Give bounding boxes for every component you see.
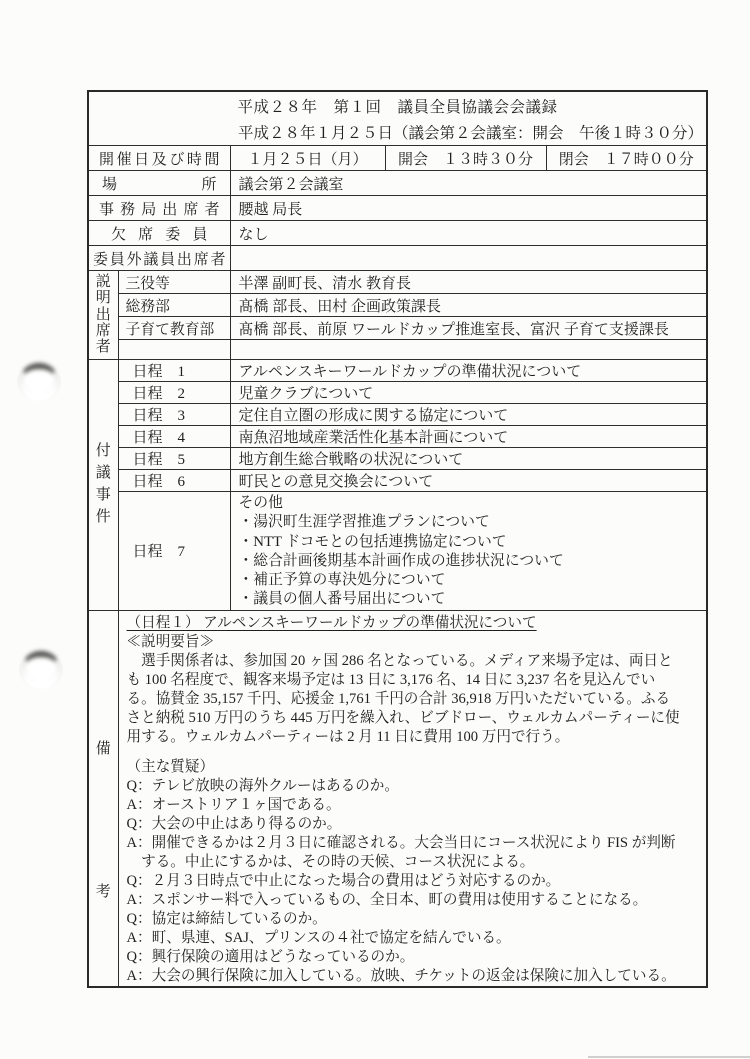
notes-summary-label: ≪説明要旨≫ <box>126 633 215 650</box>
agenda-other-line: ・湯沢町生涯学習推進プランについて <box>238 514 490 531</box>
agenda-other-line: その他 <box>238 495 283 511</box>
notes-content <box>118 610 707 987</box>
explainer-group-label <box>118 340 230 360</box>
agenda-item-no: 日程 5 <box>118 448 230 470</box>
notes-qa-line: A：スポンサー料で入っているもの、全日本、町の費用は使用することになる。 <box>126 891 648 908</box>
absent-members-value: なし <box>230 221 707 246</box>
agenda-item-no: 日程 6 <box>118 470 230 492</box>
agenda-item-title: アルペンスキーワールドカップの準備状況について <box>230 360 707 382</box>
vlabel-char: 備 <box>95 741 111 758</box>
vlabel-char: 明 <box>95 290 111 307</box>
notes-qa-line: Q：大会の中止はあり得るのか。 <box>126 815 342 832</box>
notes-qa-line: A：開催できるかは２月３日に確認される。大会当日にコース状況により FIS が判断 <box>126 834 676 851</box>
explainer-names: 髙橋 部長、前原 ワールドカップ推進室長、富沢 子育て支援課長 <box>230 317 707 340</box>
notes-qa-line: A：オーストリア１ヶ国である。 <box>126 796 341 813</box>
blank-line <box>127 747 703 758</box>
notes-qa-line: Q：テレビ放映の海外クルーはあるのか。 <box>126 777 399 794</box>
document-subtitle: 平成２８年１月２５日（議会第２会議室：開会 午後１時３０分） <box>238 125 704 142</box>
agenda-item-title: 定住自立圏の形成に関する協定について <box>230 404 707 426</box>
scan-edge-artifact <box>588 1056 750 1058</box>
vlabel-char: 説 <box>95 274 111 290</box>
absent-members-label: 欠席委員 <box>88 221 230 246</box>
vlabel-char: 出 <box>95 306 111 323</box>
secretariat-value: 腰越 局長 <box>230 196 707 221</box>
nonmember-attendees-label: 委員外議員出席者 <box>88 246 230 271</box>
vlabel-char: 付 <box>95 443 111 460</box>
punch-hole-bottom <box>19 648 63 690</box>
document-title-cell <box>88 91 707 146</box>
explainer-group-label: 総務部 <box>118 294 230 317</box>
notes-summary-line: 用する。ウェルカムパーティーは 2 月 11 日に費用 100 万円で行う。 <box>126 728 570 745</box>
vlabel-char: 件 <box>95 509 111 526</box>
agenda-item-no: 日程 2 <box>118 382 230 404</box>
agenda-item-title: 南魚沼地域産業活性化基本計画について <box>230 426 707 448</box>
nonmember-attendees-value <box>230 246 707 271</box>
agenda-other-line: ・NTT ドコモとの包括連携協定について <box>238 533 507 550</box>
notes-qa-line: する。中止にするかは、その時の天候、コース状況による。 <box>126 853 535 870</box>
agenda-other-line: ・総合計画後期基本計画作成の進捗状況について <box>238 552 564 569</box>
place-label: 場所 <box>88 171 230 196</box>
agenda-item-no: 日程 4 <box>118 426 230 448</box>
notes-topic-heading: （日程１） アルペンスキーワールドカップの準備状況について <box>126 614 537 631</box>
agenda-item-other-list <box>230 492 707 611</box>
notes-qa-line: Q：興行保険の適用はどうなっているのか。 <box>126 948 415 965</box>
agenda-item-no: 日程 7 <box>118 492 230 611</box>
vlabel-char: 考 <box>95 884 111 901</box>
notes-qa-line: A：町、県連、SAJ、プリンスの４社で協定を結んでいる。 <box>126 929 511 946</box>
explainer-names <box>230 340 707 360</box>
explainer-names: 髙橋 部長、田村 企画政策課長 <box>230 294 707 317</box>
vlabel-char: 席 <box>95 322 111 339</box>
meeting-close-time: 閉会 １７時００分 <box>546 146 707 171</box>
notes-qa-line: Q：協定は締結しているのか。 <box>126 910 327 927</box>
notes-summary-line: さと納税 510 万円のうち 445 万円を繰入れ、ビブドロー、ウェルカムパーティーに使 <box>126 709 680 726</box>
explainers-section-label <box>88 271 118 360</box>
meeting-datetime-label: 開催日及び時間 <box>88 146 230 171</box>
notes-summary-line: る。協賛金 35,157 千円、応援金 1,761 千円の合計 36,918 万円いただいている。ふる <box>126 690 671 707</box>
agenda-item-no: 日程 1 <box>118 360 230 382</box>
agenda-section-label <box>88 360 118 611</box>
agenda-item-title: 児童クラブについて <box>230 382 707 404</box>
notes-qa-line: Q：２月３日時点で中止になった場合の費用はどう対応するのか。 <box>126 872 561 889</box>
document-title: 平成２８年 第１回 議員全員協議会会議録 <box>237 99 558 116</box>
agenda-item-title: 地方創生総合戦略の状況について <box>230 448 707 470</box>
agenda-item-title: 町民との意見交換会について <box>230 470 707 492</box>
minutes-table <box>87 90 708 988</box>
explainer-names: 半澤 副町長、清水 教育長 <box>230 271 707 294</box>
meeting-open-time: 開会 １３時３０分 <box>385 146 546 171</box>
notes-summary-line: 選手関係者は、参加国 20 ヶ国 286 名となっている。メディア来場予定は、両日と <box>126 652 673 669</box>
explainer-group-label: 子育て教育部 <box>118 317 230 340</box>
notes-summary-line: も 100 名程度で、観客来場予定は 13 日に 3,176 名、14 日に 3,237 名を見込んでい <box>126 671 656 688</box>
explainer-group-label: 三役等 <box>118 271 230 294</box>
meeting-date-value: １月２５日（月） <box>230 146 385 171</box>
vlabel-char: 者 <box>95 339 111 355</box>
punch-hole-top <box>17 360 61 402</box>
place-value: 議会第２会議室 <box>230 171 707 196</box>
vlabel-char: 事 <box>95 487 111 504</box>
agenda-other-line: ・補正予算の専決処分について <box>238 572 446 589</box>
vlabel-char: 議 <box>95 465 111 482</box>
agenda-other-line: ・議員の個人番号届出について <box>238 591 446 608</box>
secretariat-label: 事務局出席者 <box>88 196 230 221</box>
agenda-item-no: 日程 3 <box>118 404 230 426</box>
notes-qa-label: （主な質疑） <box>126 758 215 775</box>
notes-qa-line: A：大会の興行保険に加入している。放映、チケットの返金は保険に加入している。 <box>126 967 676 984</box>
notes-section-label <box>88 610 118 987</box>
